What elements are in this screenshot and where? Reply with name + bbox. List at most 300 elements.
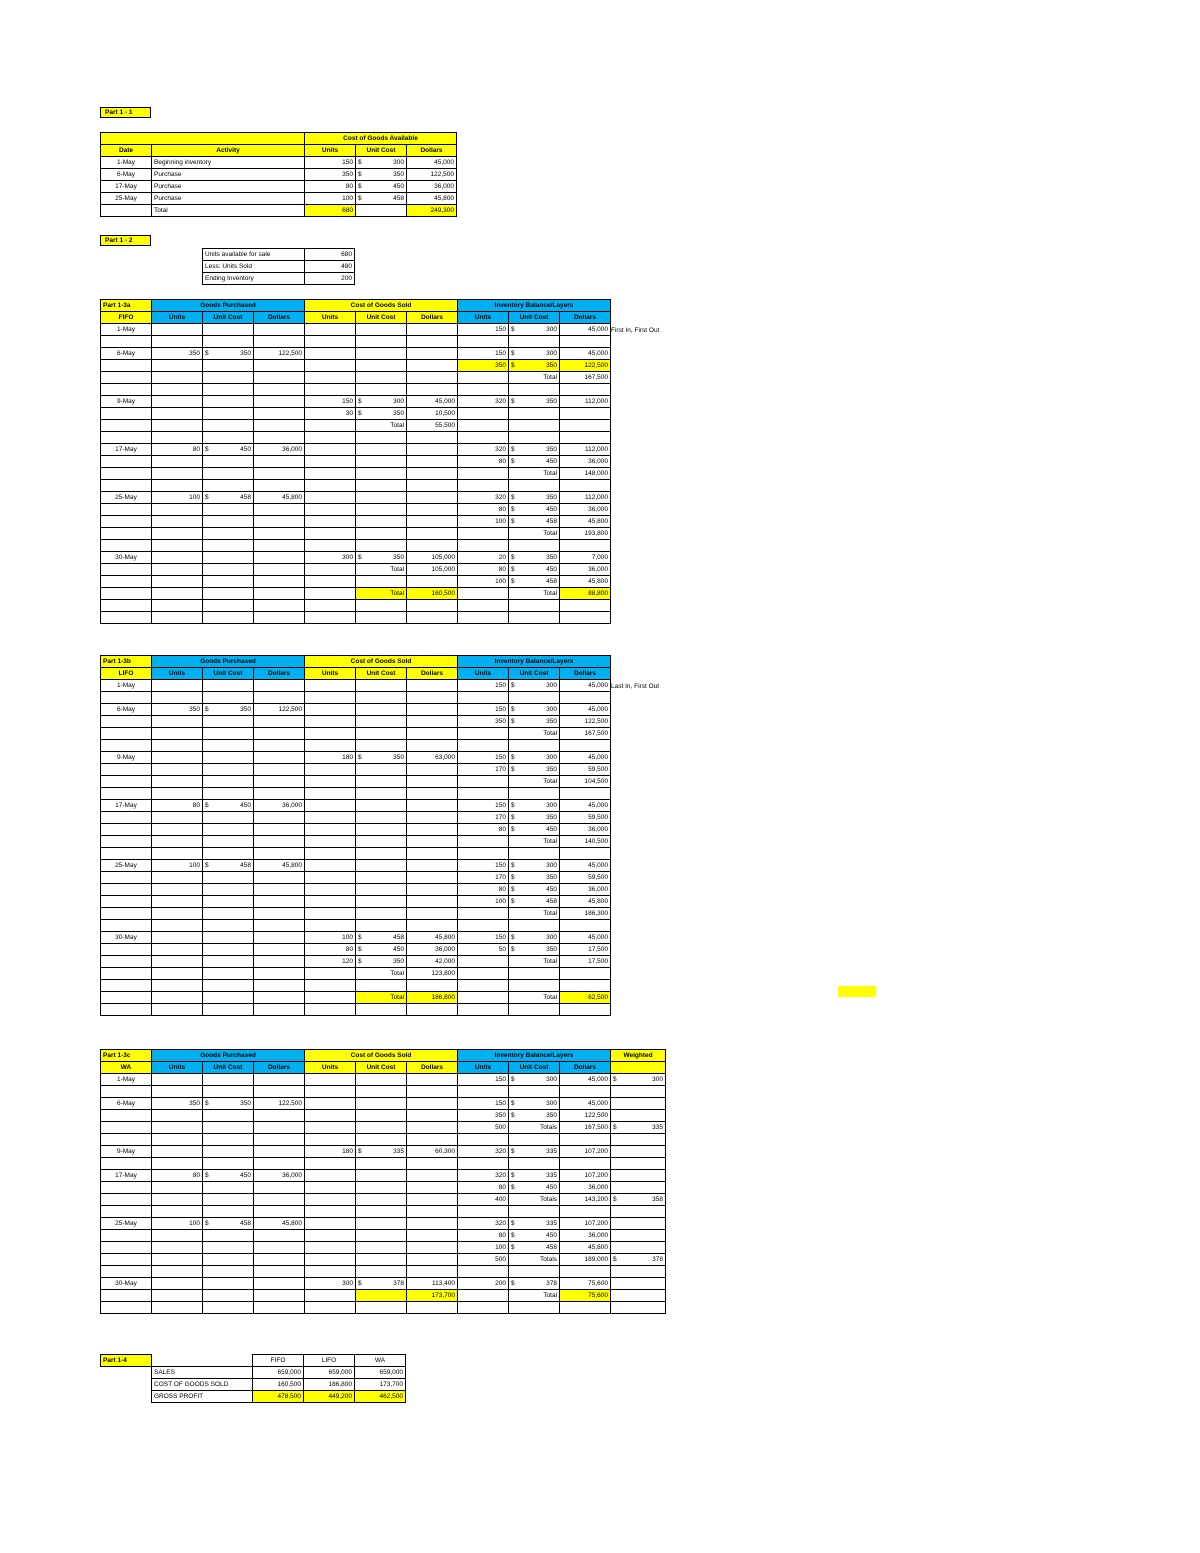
purchased-units [152, 1074, 203, 1086]
inventory-dollars: 36,000 [560, 564, 611, 576]
dollar-sign: $ [358, 957, 362, 965]
purchased-unit-cost [203, 1290, 254, 1302]
sold-units: 120 [305, 956, 356, 968]
inventory-dollars [560, 600, 611, 612]
sold-dollars [407, 432, 458, 444]
dollar-sign: $ [358, 945, 362, 953]
inventory-dollars [560, 848, 611, 860]
ledger-row [101, 540, 611, 552]
inventory-units [458, 588, 509, 600]
dollar-sign: $ [358, 933, 362, 941]
dollar-sign: $ [358, 158, 362, 166]
cost-value: 450 [546, 505, 558, 513]
sold-units [305, 764, 356, 776]
date-cell [101, 944, 152, 956]
date-cell: 17-May [101, 444, 152, 456]
dollar-sign: $ [511, 1147, 515, 1155]
sold-unit-cost [356, 776, 407, 788]
purchased-unit-cost [203, 752, 254, 764]
date-cell: 25-May [101, 1218, 152, 1230]
date-cell [101, 716, 152, 728]
summary-label: Less: Units Sold [203, 261, 305, 273]
inventory-dollars: 104,500 [560, 776, 611, 788]
goods-purchased-header: Goods Purchased [152, 1050, 305, 1062]
sold-unit-cost [356, 468, 407, 480]
dollar-sign: $ [511, 1171, 515, 1179]
sold-units [305, 1302, 356, 1314]
sold-dollars: 63,000 [407, 752, 458, 764]
inventory-dollars [560, 1302, 611, 1314]
sold-dollars [407, 908, 458, 920]
inventory-unit-cost [509, 1218, 560, 1230]
sold-unit-cost [356, 680, 407, 692]
ledger-row [101, 1278, 666, 1290]
sold-dollars: 55,500 [407, 420, 458, 432]
unit-cost-cell [356, 157, 407, 169]
sold-units [305, 576, 356, 588]
inventory-units: 320 [458, 1146, 509, 1158]
ledger-row [101, 1206, 666, 1218]
summary-label: Ending Inventory [203, 273, 305, 285]
purchased-unit-cost [203, 1254, 254, 1266]
purchased-units [152, 468, 203, 480]
inventory-unit-cost [509, 576, 560, 588]
dollar-sign: $ [358, 397, 362, 405]
purchased-units [152, 692, 203, 704]
inventory-dollars: 45,000 [560, 704, 611, 716]
sold-units [305, 716, 356, 728]
purchased-unit-cost [203, 1266, 254, 1278]
ledger-row [101, 348, 611, 360]
inventory-dollars: 45,800 [560, 576, 611, 588]
sold-dollars [407, 372, 458, 384]
inventory-unit-cost [509, 492, 560, 504]
sold-unit-cost [356, 1110, 407, 1122]
dollars-header: Dollars [407, 312, 458, 324]
ledger-row [101, 932, 611, 944]
purchased-dollars [254, 540, 305, 552]
sold-units [305, 612, 356, 624]
unit-cost-header: Unit Cost [203, 312, 254, 324]
inventory-unit-cost: Total [509, 836, 560, 848]
sold-unit-cost [356, 1266, 407, 1278]
cost-value: 450 [546, 1231, 558, 1239]
sold-unit-cost [356, 1290, 407, 1302]
inventory-unit-cost [509, 552, 560, 564]
inventory-unit-cost [509, 884, 560, 896]
dollars-header: Dollars [407, 145, 457, 157]
inventory-unit-cost: Totals [509, 1254, 560, 1266]
purchased-unit-cost [203, 1170, 254, 1182]
purchased-dollars [254, 396, 305, 408]
cost-value: 300 [546, 349, 558, 357]
sold-units [305, 1086, 356, 1098]
purchased-units [152, 1158, 203, 1170]
purchased-unit-cost [203, 420, 254, 432]
purchased-dollars [254, 528, 305, 540]
date-cell [101, 980, 152, 992]
cost-value: 378 [546, 1279, 558, 1287]
cost-value: 450 [240, 801, 251, 809]
purchased-units [152, 588, 203, 600]
sold-units [305, 1004, 356, 1016]
purchased-unit-cost [203, 540, 254, 552]
inventory-unit-cost [509, 1230, 560, 1242]
summary-value: 173,700 [355, 1379, 406, 1391]
dollar-sign: $ [511, 445, 515, 453]
sold-unit-cost [356, 528, 407, 540]
purchased-unit-cost [203, 1074, 254, 1086]
dollar-sign: $ [511, 397, 515, 405]
dollars-header: Dollars [407, 668, 458, 680]
ledger-row [101, 908, 611, 920]
units-header: Units [458, 1062, 509, 1074]
summary-label: Units available for sale [203, 249, 305, 261]
unit-cost-value: 350 [393, 170, 404, 178]
inventory-units: 80 [458, 824, 509, 836]
inventory-unit-cost [509, 1098, 560, 1110]
sold-units: 180 [305, 752, 356, 764]
ledger-row [101, 468, 611, 480]
date-cell [101, 480, 152, 492]
inventory-unit-cost [509, 1182, 560, 1194]
inventory-units: 80 [458, 456, 509, 468]
sold-unit-cost [356, 1098, 407, 1110]
sold-unit-cost: Total [356, 992, 407, 1004]
cost-value: 350 [546, 813, 558, 821]
purchased-dollars: 45,800 [254, 860, 305, 872]
inventory-unit-cost [509, 848, 560, 860]
inventory-unit-cost [509, 1134, 560, 1146]
units-cell: 80 [305, 181, 356, 193]
dollar-sign: $ [511, 717, 515, 725]
purchased-dollars [254, 788, 305, 800]
sold-units [305, 564, 356, 576]
date-cell [101, 872, 152, 884]
purchased-dollars [254, 908, 305, 920]
inventory-dollars: 45,000 [560, 1074, 611, 1086]
sold-dollars [407, 680, 458, 692]
sold-unit-cost [356, 504, 407, 516]
sold-units [305, 1206, 356, 1218]
sold-dollars: 42,000 [407, 956, 458, 968]
purchased-dollars [254, 992, 305, 1004]
inventory-unit-cost [509, 680, 560, 692]
ledger-row [101, 860, 611, 872]
purchased-unit-cost [203, 860, 254, 872]
sold-dollars: 45,000 [407, 396, 458, 408]
fifo-note: First In, First Out [611, 327, 660, 334]
purchased-units [152, 1302, 203, 1314]
purchased-unit-cost [203, 444, 254, 456]
ledger-row [101, 848, 611, 860]
inventory-units [458, 384, 509, 396]
summary-label: SALES [152, 1367, 253, 1379]
dollar-sign: $ [511, 1183, 515, 1191]
date-cell: 17-May [101, 800, 152, 812]
sold-dollars [407, 1230, 458, 1242]
purchased-dollars [254, 1146, 305, 1158]
ledger-row [101, 372, 611, 384]
sold-dollars: 123,800 [407, 968, 458, 980]
purchased-units [152, 600, 203, 612]
sold-unit-cost [356, 884, 407, 896]
inventory-dollars [560, 788, 611, 800]
inventory-units: 150 [458, 752, 509, 764]
purchased-dollars [254, 1110, 305, 1122]
inventory-units [458, 788, 509, 800]
inventory-unit-cost [509, 516, 560, 528]
inventory-units: 170 [458, 764, 509, 776]
purchased-unit-cost [203, 692, 254, 704]
inventory-dollars: 189,000 [560, 1254, 611, 1266]
dollar-sign: $ [511, 765, 515, 773]
date-cell [101, 1086, 152, 1098]
purchased-units [152, 680, 203, 692]
purchased-dollars [254, 564, 305, 576]
inventory-units [458, 908, 509, 920]
dollars-header: Dollars [254, 668, 305, 680]
ledger-row [101, 1098, 666, 1110]
inventory-unit-cost [509, 1004, 560, 1016]
weighted-value: 335 [652, 1123, 664, 1131]
sold-unit-cost [356, 552, 407, 564]
inventory-dollars [560, 920, 611, 932]
sold-dollars [407, 612, 458, 624]
ledger-row [101, 992, 611, 1004]
inventory-unit-cost [509, 824, 560, 836]
method-label: FIFO [101, 312, 152, 324]
purchased-unit-cost [203, 704, 254, 716]
date-cell [101, 920, 152, 932]
ledger-row [101, 528, 611, 540]
sold-units [305, 1218, 356, 1230]
units-header: Units [305, 312, 356, 324]
column-header-row [101, 312, 611, 324]
ledger-row [101, 1230, 666, 1242]
inventory-dollars: 17,500 [560, 944, 611, 956]
date-cell [101, 1242, 152, 1254]
purchased-units: 350 [152, 348, 203, 360]
sold-units [305, 1074, 356, 1086]
inventory-dollars [560, 540, 611, 552]
inventory-dollars: 45,800 [560, 516, 611, 528]
ledger-row [101, 336, 611, 348]
inventory-unit-cost: Total [509, 728, 560, 740]
cost-value: 378 [393, 1279, 405, 1287]
inventory-unit-cost [509, 360, 560, 372]
inventory-units: 150 [458, 704, 509, 716]
sold-dollars [407, 444, 458, 456]
inventory-units: 150 [458, 932, 509, 944]
cost-value: 350 [546, 397, 558, 405]
inventory-unit-cost [509, 444, 560, 456]
inventory-units: 170 [458, 812, 509, 824]
purchased-unit-cost [203, 908, 254, 920]
sold-unit-cost [356, 956, 407, 968]
inventory-dollars: 88,800 [560, 588, 611, 600]
sold-unit-cost [356, 980, 407, 992]
purchased-units: 100 [152, 1218, 203, 1230]
date-cell: 9-May [101, 396, 152, 408]
cost-value: 300 [546, 861, 558, 869]
inventory-unit-cost [509, 432, 560, 444]
ledger-row [101, 396, 611, 408]
sold-unit-cost [356, 1170, 407, 1182]
inventory-dollars [560, 740, 611, 752]
weighted-cost [611, 1278, 666, 1290]
inventory-unit-cost [509, 896, 560, 908]
sold-unit-cost [356, 920, 407, 932]
cost-value: 300 [546, 1099, 558, 1107]
date-cell: 25-May [101, 193, 152, 205]
purchased-unit-cost [203, 1146, 254, 1158]
purchased-units [152, 836, 203, 848]
unit-cost-header: Unit Cost [356, 312, 407, 324]
dollar-sign: $ [511, 813, 515, 821]
inventory-units: 350 [458, 360, 509, 372]
dollar-sign: $ [511, 577, 515, 585]
inventory-units [458, 692, 509, 704]
summary-value: 659,000 [253, 1367, 304, 1379]
inventory-dollars [560, 480, 611, 492]
sold-unit-cost [356, 860, 407, 872]
inventory-dollars: 107,200 [560, 1218, 611, 1230]
summary-value: 449,200 [304, 1391, 355, 1403]
date-cell [101, 456, 152, 468]
inventory-dollars: 36,000 [560, 1230, 611, 1242]
inventory-dollars: 17,500 [560, 956, 611, 968]
sold-unit-cost: Total [356, 420, 407, 432]
sold-unit-cost [356, 1086, 407, 1098]
summary-label: COST OF GOODS SOLD [152, 1379, 253, 1391]
inventory-units: 500 [458, 1254, 509, 1266]
purchased-unit-cost [203, 728, 254, 740]
cost-value: 350 [546, 717, 558, 725]
purchased-dollars [254, 872, 305, 884]
purchased-dollars [254, 896, 305, 908]
inventory-dollars [560, 692, 611, 704]
inventory-unit-cost [509, 1086, 560, 1098]
dollar-sign: $ [205, 445, 209, 453]
sold-dollars [407, 384, 458, 396]
inventory-dollars: 45,000 [560, 752, 611, 764]
inventory-unit-cost: Total [509, 776, 560, 788]
purchased-units [152, 1230, 203, 1242]
sold-unit-cost [356, 692, 407, 704]
purchased-dollars [254, 384, 305, 396]
purchased-units [152, 372, 203, 384]
inventory-units: 100 [458, 516, 509, 528]
units-header: Units [152, 1062, 203, 1074]
date-cell [101, 776, 152, 788]
inventory-dollars: 107,200 [560, 1146, 611, 1158]
inventory-units [458, 372, 509, 384]
summary-label: GROSS PROFIT [152, 1391, 253, 1403]
purchased-unit-cost [203, 968, 254, 980]
inventory-unit-cost [509, 1110, 560, 1122]
purchased-dollars [254, 360, 305, 372]
inventory-units [458, 1086, 509, 1098]
sold-unit-cost [356, 576, 407, 588]
purchased-unit-cost [203, 456, 254, 468]
sold-dollars [407, 872, 458, 884]
inventory-dollars [560, 336, 611, 348]
inventory-units: 350 [458, 1110, 509, 1122]
purchased-dollars [254, 812, 305, 824]
inventory-dollars: 186,300 [560, 908, 611, 920]
ledger-row [101, 456, 611, 468]
inventory-unit-cost [509, 348, 560, 360]
purchased-units [152, 336, 203, 348]
inventory-units [458, 420, 509, 432]
ledger-row [101, 324, 611, 336]
sold-dollars [407, 716, 458, 728]
purchased-unit-cost [203, 992, 254, 1004]
sold-unit-cost [356, 1230, 407, 1242]
highlighted-empty-cell [838, 986, 876, 997]
date-cell [101, 612, 152, 624]
inventory-unit-cost [509, 788, 560, 800]
dollar-sign: $ [511, 885, 515, 893]
purchased-units: 100 [152, 492, 203, 504]
purchased-units [152, 576, 203, 588]
gross-profit-table [100, 1354, 406, 1403]
sold-unit-cost [356, 480, 407, 492]
ledger-row [101, 776, 611, 788]
purchased-unit-cost [203, 396, 254, 408]
inventory-units [458, 956, 509, 968]
purchased-unit-cost [203, 372, 254, 384]
sold-unit-cost [356, 360, 407, 372]
date-cell: 9-May [101, 1146, 152, 1158]
purchased-units [152, 1254, 203, 1266]
purchased-units [152, 1266, 203, 1278]
inventory-units: 50 [458, 944, 509, 956]
cost-value: 458 [240, 861, 251, 869]
dollar-sign: $ [358, 170, 362, 178]
goods-purchased-header: Goods Purchased [152, 300, 305, 312]
sold-dollars: 113,400 [407, 1278, 458, 1290]
date-cell: 6-May [101, 169, 152, 181]
sold-units [305, 1242, 356, 1254]
purchased-dollars [254, 776, 305, 788]
inventory-units: 350 [458, 716, 509, 728]
summary-value: 186,800 [304, 1379, 355, 1391]
inventory-units: 320 [458, 492, 509, 504]
inventory-unit-cost [509, 920, 560, 932]
purchased-units [152, 788, 203, 800]
inventory-balance-header: Inventory Balance/Layers [458, 1050, 611, 1062]
inventory-dollars: 167,500 [560, 728, 611, 740]
sold-dollars [407, 1158, 458, 1170]
purchased-unit-cost [203, 848, 254, 860]
unit-cost-header: Unit Cost [509, 1062, 560, 1074]
inventory-unit-cost: Total [509, 468, 560, 480]
purchased-unit-cost [203, 348, 254, 360]
inventory-dollars: 62,500 [560, 992, 611, 1004]
sold-units: 180 [305, 1146, 356, 1158]
ledger-row [101, 1004, 611, 1016]
purchased-unit-cost [203, 492, 254, 504]
purchased-unit-cost [203, 1182, 254, 1194]
purchased-units [152, 1194, 203, 1206]
group-header-row [101, 1050, 666, 1062]
method-label: WA [101, 1062, 152, 1074]
sold-unit-cost [356, 396, 407, 408]
inventory-units: 100 [458, 1242, 509, 1254]
inventory-unit-cost [509, 1266, 560, 1278]
